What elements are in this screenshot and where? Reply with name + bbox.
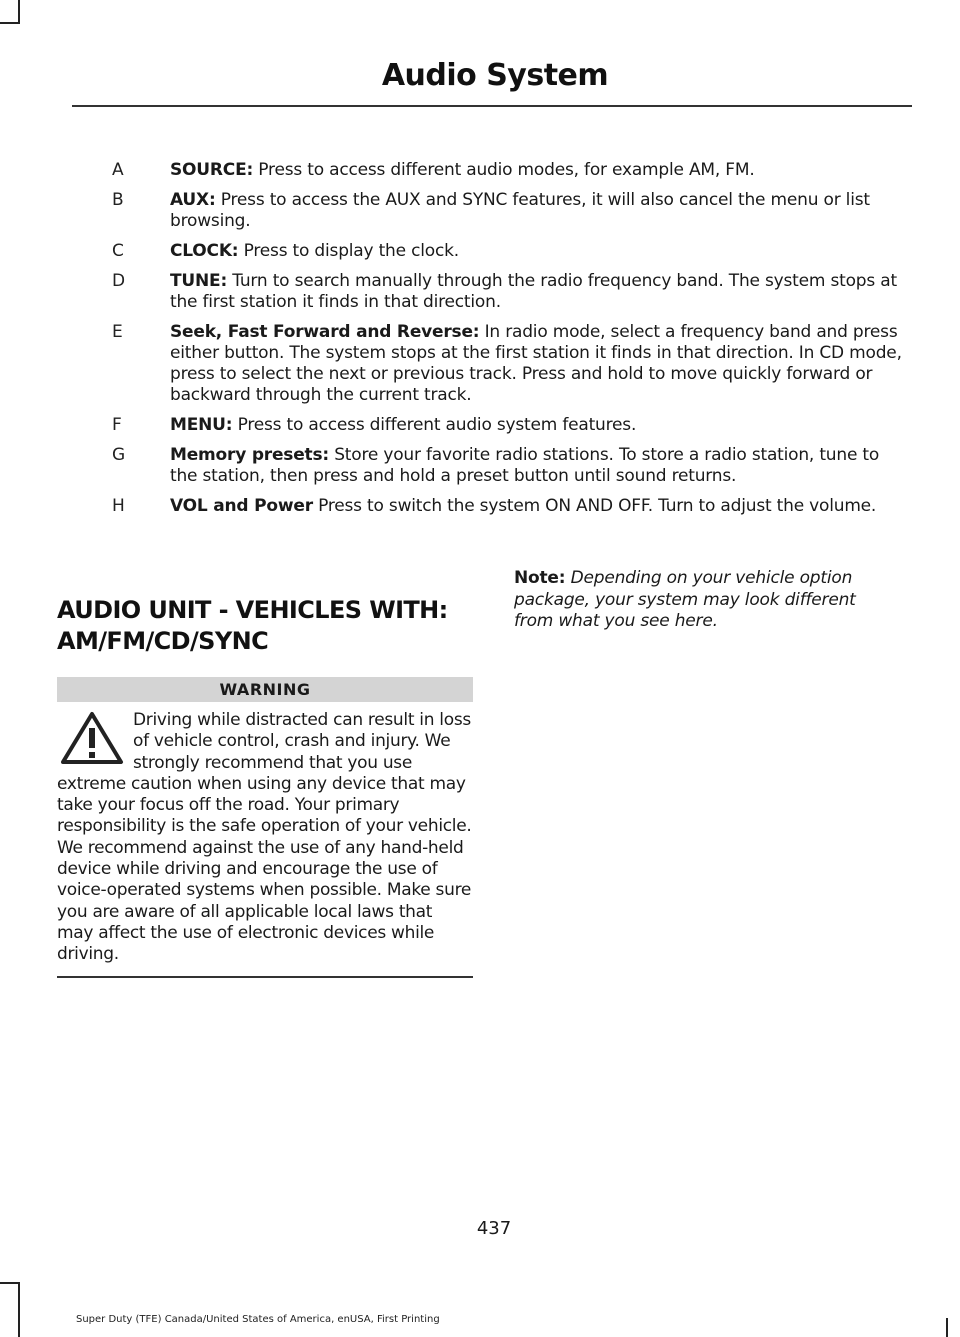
page-title: Audio System: [381, 58, 609, 93]
crop-mark: [18, 1282, 20, 1337]
item-letter: C: [112, 241, 124, 261]
item-letter: E: [112, 322, 123, 342]
item-term: SOURCE:: [170, 160, 254, 180]
list-item: [112, 241, 904, 262]
list-item: [112, 445, 904, 487]
item-term: AUX:: [170, 190, 216, 210]
item-description: Press to access different audio modes, for example AM, FM.: [253, 160, 755, 180]
note-label: Note:: [514, 568, 566, 588]
warning-label: WARNING: [57, 677, 473, 702]
item-description: In radio mode, select a frequency band and press either button. The system stops at the first station it finds in that direction. In CD mode, press to select the next or previous track. Press and hold to move quickly forward or backward through the current track.: [170, 322, 902, 405]
control-definition-list: [112, 160, 904, 526]
note-text: Depending on your vehicle option package, your system may look different from what you see here.: [514, 568, 856, 631]
warning-divider: [57, 976, 473, 978]
item-description: Press to switch the system ON AND OFF. Turn to adjust the volume.: [312, 496, 877, 516]
crop-mark: [0, 1282, 20, 1284]
crop-mark: [946, 1318, 948, 1337]
list-item: [112, 271, 904, 313]
item-term: Memory presets:: [170, 445, 329, 465]
item-description: Press to access the AUX and SYNC features, it will also cancel the menu or list browsing.: [170, 190, 870, 231]
item-description: Turn to search manually through the radio frequency band. The system stops at the first station it finds in that direction.: [170, 271, 897, 312]
item-description: Store your favorite radio stations. To store a radio station, tune to the station, then press and hold a preset button until sound returns.: [170, 445, 880, 486]
list-item: [112, 415, 904, 436]
page-number: 437: [476, 1218, 512, 1239]
item-description: Press to display the clock.: [238, 241, 459, 261]
section-heading: AUDIO UNIT - VEHICLES WITH:: [57, 596, 448, 624]
item-description: Press to access different audio system features.: [232, 415, 637, 435]
footer-text: Super Duty (TFE) Canada/United States of America, enUSA, First Printing: [76, 1314, 440, 1325]
note-paragraph: [514, 568, 894, 633]
item-letter: F: [112, 415, 122, 435]
section-subheading: AM/FM/CD/SYNC: [57, 627, 269, 655]
warning-box: [57, 677, 473, 978]
list-item: [112, 496, 904, 517]
header-divider: [72, 105, 912, 107]
item-term: VOL and Power: [170, 496, 313, 516]
list-item: [112, 322, 904, 406]
warning-text: Driving while distracted can result in loss of vehicle control, crash and injury. We strongly recommend that you use extreme caution when using any device that may take your focus off the road. Your primary responsibility is the safe operation of your vehicle. We recommend against the use of any hand-held device while driving and encourage the use of voice-operated systems when possible. Make sure you are aware of all applicable local laws that may affect the use of electronic devices while driving.: [57, 710, 472, 965]
warning-triangle-icon: [57, 708, 127, 768]
item-letter: H: [112, 496, 125, 516]
item-letter: D: [112, 271, 125, 291]
item-term: TUNE:: [170, 271, 228, 291]
list-item: [112, 190, 904, 232]
list-item: [112, 160, 904, 181]
item-letter: A: [112, 160, 124, 180]
item-letter: B: [112, 190, 124, 210]
crop-mark: [18, 0, 20, 22]
item-term: CLOCK:: [170, 241, 239, 261]
item-letter: G: [112, 445, 125, 465]
item-term: Seek, Fast Forward and Reverse:: [170, 322, 480, 342]
crop-mark: [0, 22, 20, 24]
item-term: MENU:: [170, 415, 233, 435]
